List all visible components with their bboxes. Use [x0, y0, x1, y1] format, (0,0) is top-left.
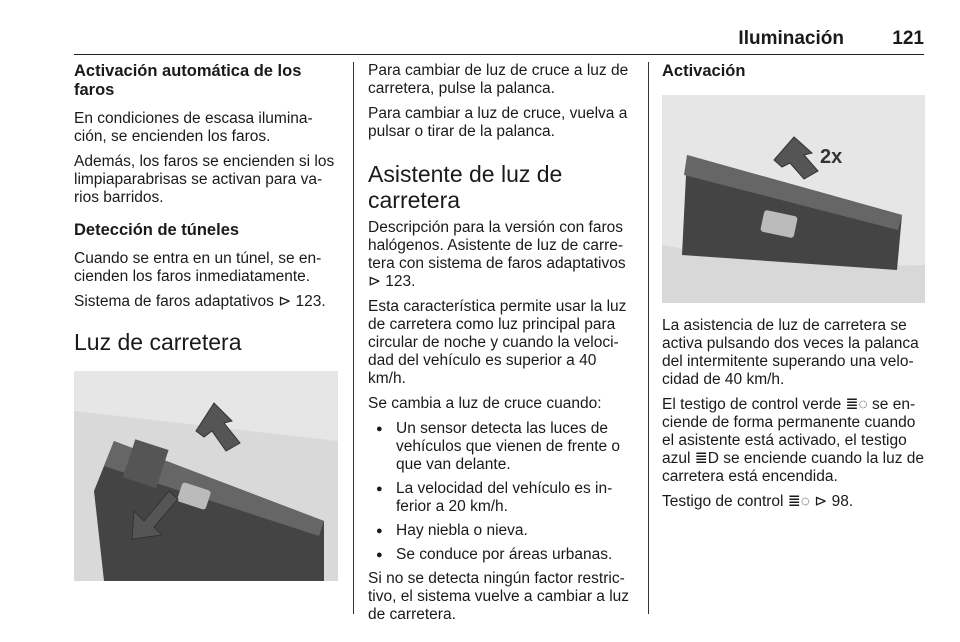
heading-high-beam: Luz de carretera [74, 329, 242, 355]
column-divider [648, 62, 649, 614]
heading-high-beam-assist: Asistente de luz de carretera [368, 161, 563, 213]
list-item: ● La velocidad del vehículo es in-ferior a 20 km/h. [368, 480, 633, 516]
paragraph: En condiciones de escasa ilumina-ción, se encienden los faros. [74, 110, 313, 145]
lever-illustration [74, 371, 338, 581]
list-item: ● Un sensor detecta las luces de vehículos que vienen de frente o que van delante. [368, 420, 633, 474]
paragraph: Sistema de faros adaptativos ⊳ 123. [74, 293, 326, 310]
illustration-lever-push-pull [74, 371, 338, 581]
paragraph: Cuando se entra en un túnel, se en-cienden los faros inmediatamente. [74, 250, 322, 285]
lever-illustration [662, 95, 925, 303]
paragraph: Para cambiar a luz de cruce, vuelva a pulsar o tirar de la palanca. [368, 105, 628, 140]
paragraph: El testigo de control verde ≣◌ se en-ciende de forma permanente cuando el asistente está activado, el testigo azul ≣D se enciende cuando la luz de carretera está encendida. [662, 396, 925, 485]
page-number: 121 [892, 28, 924, 49]
press-count-label: 2x [820, 146, 843, 168]
section-title: Iluminación [738, 28, 844, 49]
paragraph: Testigo de control ≣◌ ⊳ 98. [662, 493, 854, 510]
paragraph: Descripción para la versión con faros halógenos. Asistente de luz de carre-tera con sistema de faros adaptativos ⊳ 123. [368, 219, 626, 290]
column-3 [662, 62, 925, 518]
column-divider [353, 62, 354, 614]
column-1 [74, 62, 340, 581]
list-item: ● Se conduce por áreas urbanas. [368, 546, 633, 564]
paragraph: Esta característica permite usar la luz de carretera como luz principal para circular de noche y cuando la veloci-dad del vehículo es superior a 40 km/h. [368, 298, 627, 387]
illustration-lever-double-push [662, 95, 925, 303]
heading-auto-lights: Activación automática de los faros [74, 62, 302, 99]
page-header [74, 22, 924, 55]
list-item: ● Hay niebla o nieva. [368, 522, 633, 540]
heading-tunnel-detection: Detección de túneles [74, 221, 240, 239]
paragraph: Además, los faros se encienden si los limpiaparabrisas se activan para va-rios barridos. [74, 153, 335, 206]
paragraph: Si no se detecta ningún factor restric-tivo, el sistema vuelve a cambiar a luz de carretera. [368, 570, 630, 623]
heading-activation: Activación [662, 62, 746, 80]
paragraph: Para cambiar de luz de cruce a luz de carretera, pulse la palanca. [368, 62, 629, 97]
paragraph: Se cambia a luz de cruce cuando: [368, 395, 602, 412]
column-2 [368, 62, 633, 631]
paragraph: La asistencia de luz de carretera se activa pulsando dos veces la palanca del intermitente superando una velo-cidad de 40 km/h. [662, 317, 919, 388]
conditions-list [368, 420, 633, 564]
